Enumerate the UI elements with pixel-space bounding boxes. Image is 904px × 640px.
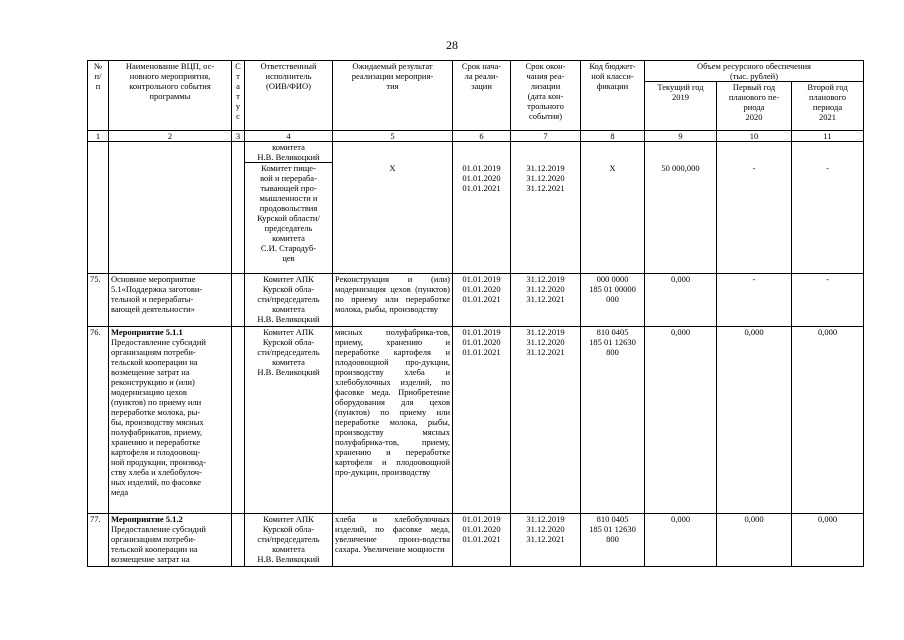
column-number: 11 [792, 131, 864, 142]
cell-executor: Комитет АПК Курской обла- сти/председатель комитета Н.В. Великоцкий [245, 514, 333, 567]
header-status-char: у [235, 101, 241, 111]
cell-number: 75. [88, 274, 109, 327]
cell-start-date: 01.01.2019 01.01.2020 01.01.2021 [453, 514, 511, 567]
activity-title: Мероприятие 5.1.2 [111, 514, 183, 524]
column-number: 6 [453, 131, 511, 142]
page-number: 28 [446, 38, 458, 52]
cell-budget-code: X [581, 163, 645, 274]
cell-budget-code: 810 0405 185 01 12630 800 [581, 327, 645, 514]
header-end-date: Срок окон- чания реа- лизации (дата кон- трольного события) [511, 61, 581, 131]
cell-budget-code: 000 0000 185 01 00000 000 [581, 274, 645, 327]
header-expected-result: Ожидаемый результат реализации мероприя- тия [333, 61, 453, 131]
header-current-year: Текущий год 2019 [645, 82, 717, 131]
column-number: 4 [245, 131, 333, 142]
cell-end-date: 31.12.2019 31.12.2020 31.12.2021 [511, 274, 581, 327]
table-row [88, 163, 864, 274]
header-status [232, 61, 245, 131]
column-number: 8 [581, 131, 645, 142]
cell-expected-result: хлеба и хлебобулочных изделий, по фасовке меда, увеличение произ-водства сахара. Увеличение мощности [333, 514, 453, 567]
cell-second-plan-year: 0,000 [792, 327, 864, 514]
activity-description: Предоставление субсидий организациям потреби- тельской кооперации на возмещение затрат на [111, 524, 206, 564]
cell-number [88, 163, 109, 274]
cell-executor: комитета Н.В. Великоцкий [245, 142, 333, 163]
header-second-plan-year: Второй год планового периода 2021 [792, 82, 864, 131]
cell-name [109, 142, 232, 163]
column-number: 10 [717, 131, 792, 142]
cell-end-date: 31.12.2019 31.12.2020 31.12.2021 [511, 163, 581, 274]
header-number: № п/ п [88, 61, 109, 131]
cell-status [232, 163, 245, 274]
header-status-char: с [236, 111, 240, 121]
cell-budget-code: 810 0405 185 01 12630 800 [581, 514, 645, 567]
cell-current-year: 0,000 [645, 274, 717, 327]
cell-executor: Комитет пище- вой и перераба- тывающей про- мышленности и продовольствия Курской области/ председатель комитета С.И. Стародуб- цев [245, 163, 333, 274]
cell-status [232, 514, 245, 567]
header-executor: Ответственный исполнитель (ОИВ/ФИО) [245, 61, 333, 131]
cell-current-year: 50 000,000 [645, 163, 717, 274]
column-number: 9 [645, 131, 717, 142]
column-number: 1 [88, 131, 109, 142]
cell-name [109, 163, 232, 274]
cell-status [232, 274, 245, 327]
cell-start-date [453, 142, 511, 163]
table-row [88, 514, 864, 567]
cell-current-year: 0,000 [645, 514, 717, 567]
table-row [88, 142, 864, 163]
column-number-row [88, 131, 864, 142]
cell-budget-code [581, 142, 645, 163]
cell-second-plan-year: 0,000 [792, 514, 864, 567]
header-budget-code: Код бюджет- ной класси- фикации [581, 61, 645, 131]
cell-end-date [511, 142, 581, 163]
header-resources: Объем ресурсного обеспечения (тыс. рублей) [645, 61, 864, 82]
cell-first-plan-year [717, 142, 792, 163]
header-name: Наименование ВЦП, ос- новного мероприятия, контрольного события программы [109, 61, 232, 131]
activity-description: Предоставление субсидий организациям потреби- тельской кооперации на возмещение затрат на реконструкцию и (или) модернизацию цехов (пунктов) по приему или переработке молока, ры- бы, производству мясных полуфабрикатов, приему, хранению и переработке картофеля и плодоовощ- ной продукции, производ- ству хлеба и хлебобулоч- ных изделий, по фасовке меда [111, 337, 206, 497]
cell-start-date: 01.01.2019 01.01.2020 01.01.2021 [453, 163, 511, 274]
cell-current-year [645, 142, 717, 163]
table-header-row [88, 61, 864, 82]
cell-first-plan-year: - [717, 163, 792, 274]
cell-name [109, 514, 232, 567]
cell-executor: Комитет АПК Курской обла- сти/председатель комитета Н.В. Великоцкий [245, 327, 333, 514]
cell-first-plan-year: 0,000 [717, 514, 792, 567]
cell-name [109, 327, 232, 514]
cell-number [88, 142, 109, 163]
header-first-plan-year: Первый год планового пе- риода 2020 [717, 82, 792, 131]
header-status-char: С [235, 61, 241, 71]
cell-start-date: 01.01.2019 01.01.2020 01.01.2021 [453, 327, 511, 514]
table-row [88, 274, 864, 327]
cell-end-date: 31.12.2019 31.12.2020 31.12.2021 [511, 327, 581, 514]
column-number: 5 [333, 131, 453, 142]
cell-expected-result: мясных полуфабрика-тов, приему, хранению и переработке картофеля и плодоовощной про-дукции, производству хлеба и хлебобулочных изделий, по фасовке меда. Приобретение оборудования для цехов (пунктов) по приему или переработке молока, рыбы, производству мясных полуфабрика-тов, приему, хранению и переработке картофеля и плодоовощной про-дукции, производству [333, 327, 453, 514]
header-start-date: Срок нача- ла реали- зации [453, 61, 511, 131]
header-status-char: а [236, 81, 240, 91]
cell-name: Основное мероприятие 5.1«Поддержка заготови- тельной и перерабаты- вающей деятельности» [109, 274, 232, 327]
activity-title: Мероприятие 5.1.1 [111, 327, 183, 337]
cell-first-plan-year: 0,000 [717, 327, 792, 514]
cell-second-plan-year [792, 142, 864, 163]
table-row [88, 327, 864, 514]
cell-executor: Комитет АПК Курской обла- сти/председатель комитета Н.В. Великоцкий [245, 274, 333, 327]
column-number: 3 [232, 131, 245, 142]
cell-expected-result [333, 142, 453, 163]
cell-second-plan-year: - [792, 163, 864, 274]
cell-number: 76. [88, 327, 109, 514]
cell-expected-result: Реконструкция и (или) модернизация цехов (пунктов) по приему или переработке молока, рыбы, производству [333, 274, 453, 327]
cell-expected-result: X [333, 163, 453, 274]
cell-current-year: 0,000 [645, 327, 717, 514]
cell-end-date: 31.12.2019 31.12.2020 31.12.2021 [511, 514, 581, 567]
header-status-char: т [236, 71, 240, 81]
cell-first-plan-year: - [717, 274, 792, 327]
header-status-char: т [236, 91, 240, 101]
cell-start-date: 01.01.2019 01.01.2020 01.01.2021 [453, 274, 511, 327]
cell-number: 77. [88, 514, 109, 567]
cell-status [232, 327, 245, 514]
cell-second-plan-year: - [792, 274, 864, 327]
cell-status [232, 142, 245, 163]
program-table [87, 60, 864, 567]
column-number: 2 [109, 131, 232, 142]
column-number: 7 [511, 131, 581, 142]
